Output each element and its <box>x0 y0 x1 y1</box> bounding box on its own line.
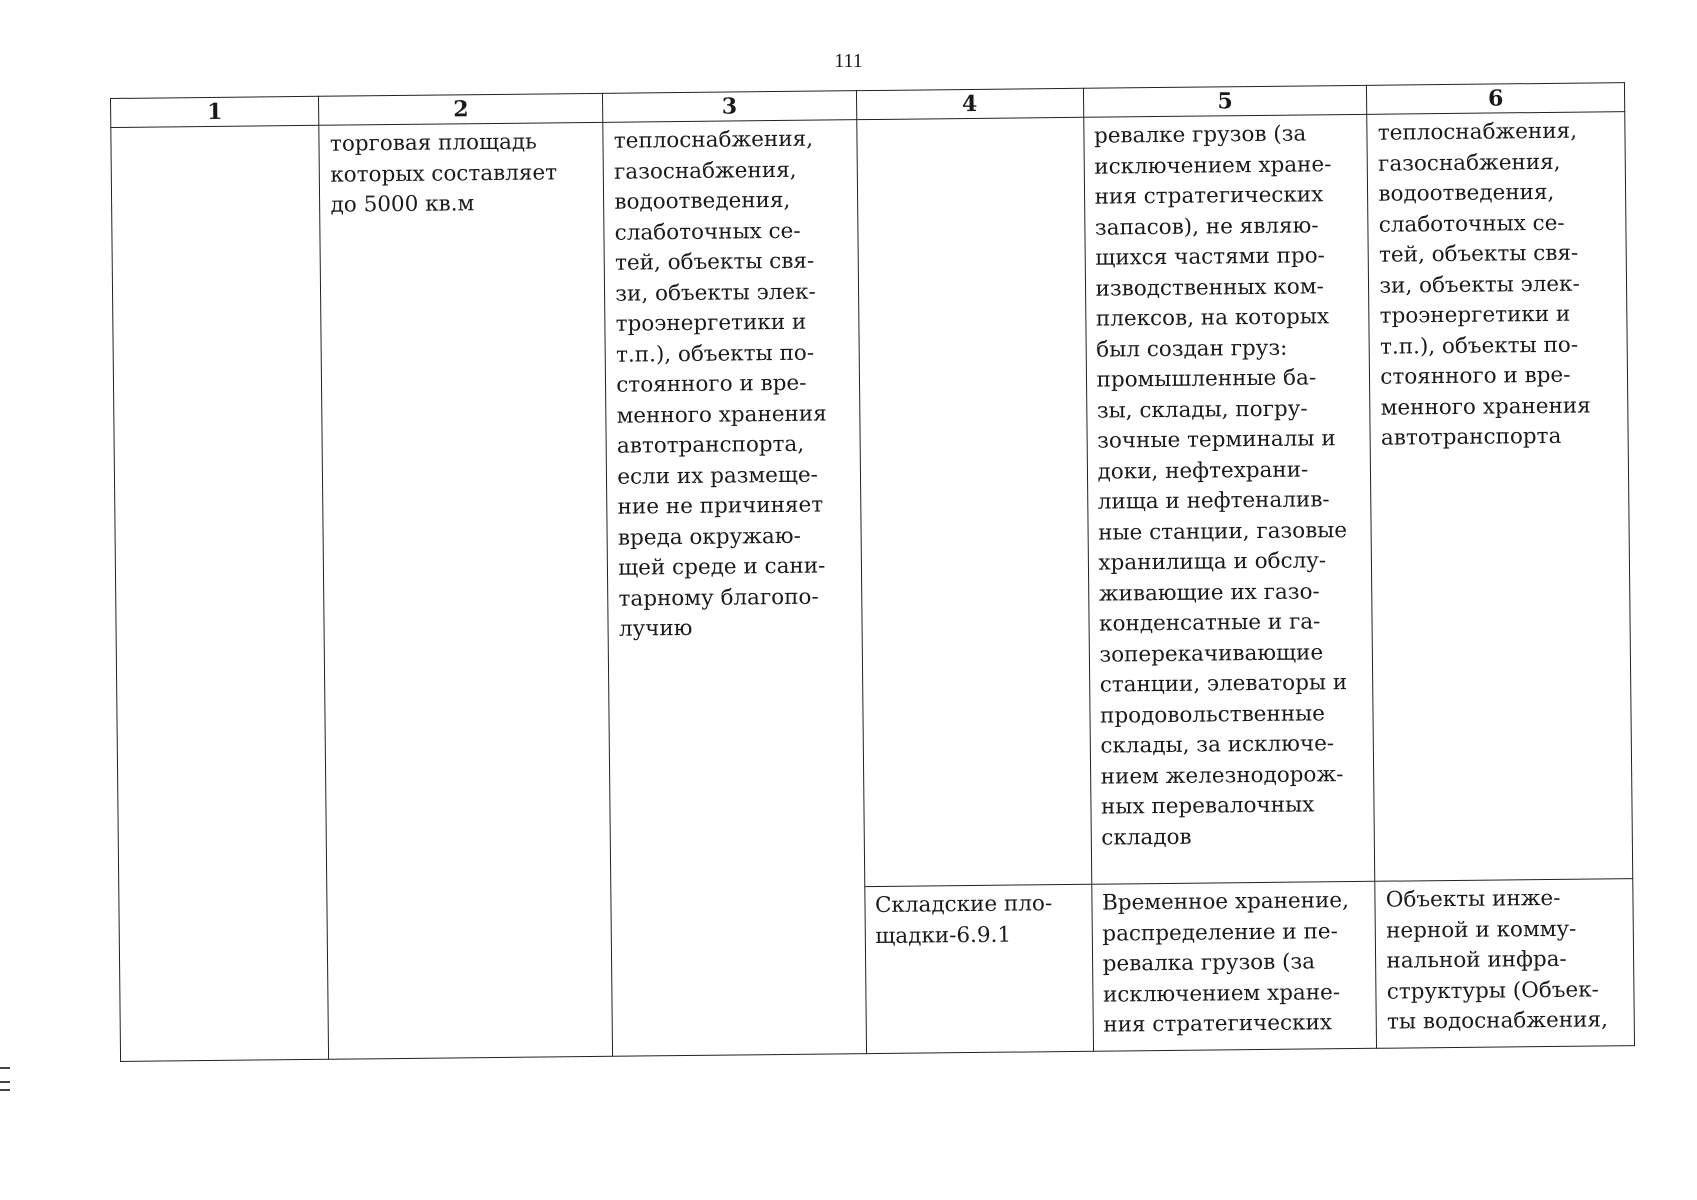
cell-c6-bottom-text: Объекты инже- нерной и комму- нальной инфра- структуры (Объек- ты водоснабжения, <box>1385 885 1608 1035</box>
cell-c3-text: теплоснабжения, газоснабжения, водоотведения, слаботочных се- тей, объекты свя- зи, объекты элек- троэнергетики и т.п.), объекты по- стоянного и вре- менного хранения автотранспорта, если их размеще- ние не причиняет вреда окружаю- щей среде и сани- тарному благопо- лучию <box>613 126 827 642</box>
cell-c3 <box>603 120 866 1057</box>
table-row <box>111 112 1633 895</box>
scan-edge-mark <box>0 1067 10 1069</box>
cell-c5-bottom-text: Временное хранение, распределение и пе- ревалка грузов (за исключением хране- ния стратегических <box>1101 888 1350 1038</box>
cell-c5-top-text: ревалке грузов (за исключением хране- ния стратегических запасов), не являю- щихся частями про- изводственных ком- плексов, на которых был создан груз: промышленные ба- зы, склады, погру- зочные терминалы и доки, нефтехрани- лища и нефтеналив- ные станции, газовые хранилища и обслу- живающие их газо- конденсатные и га- зоперекачивающие станции, элеваторы и продовольственные склады, за исключе- нием железнодорож- ных перевалочных складов <box>1093 121 1348 851</box>
cell-c1 <box>111 125 329 1061</box>
column-header-6: 6 <box>1367 83 1625 115</box>
cell-c6-top <box>1367 112 1633 882</box>
cell-c6-bottom <box>1375 879 1634 1049</box>
cell-c4-bottom-text: Складские пло- щадки-6.9.1 <box>874 891 1053 949</box>
cell-c2-text: торговая площадь которых составляет до 5000 кв.м <box>329 129 558 218</box>
column-header-4: 4 <box>856 88 1083 119</box>
column-header-1: 1 <box>111 96 320 127</box>
cell-c4-top-text <box>867 122 1073 124</box>
cell-c5-top <box>1083 114 1375 884</box>
cell-c5-bottom <box>1091 881 1377 1051</box>
land-use-table <box>110 82 1635 1062</box>
column-header-5: 5 <box>1083 85 1367 117</box>
cell-c2 <box>319 122 613 1059</box>
scan-edge-mark <box>0 1081 10 1083</box>
cell-c1-text <box>121 130 308 132</box>
scan-edge-mark <box>0 1089 10 1091</box>
cell-c6-top-text: теплоснабжения, газоснабжения, водоотведения, слаботочных се- тей, объекты свя- зи, объекты элек- троэнергетики и т.п.), объекты по- стоянного и вре- менного хранения автотранспорта <box>1377 118 1591 451</box>
document-sheet <box>110 82 1635 1094</box>
column-header-3: 3 <box>603 91 857 123</box>
cell-c4-bottom <box>864 884 1093 1053</box>
cell-c4-top <box>856 117 1091 886</box>
page-number: 111 <box>834 50 863 72</box>
column-header-2: 2 <box>319 93 603 125</box>
